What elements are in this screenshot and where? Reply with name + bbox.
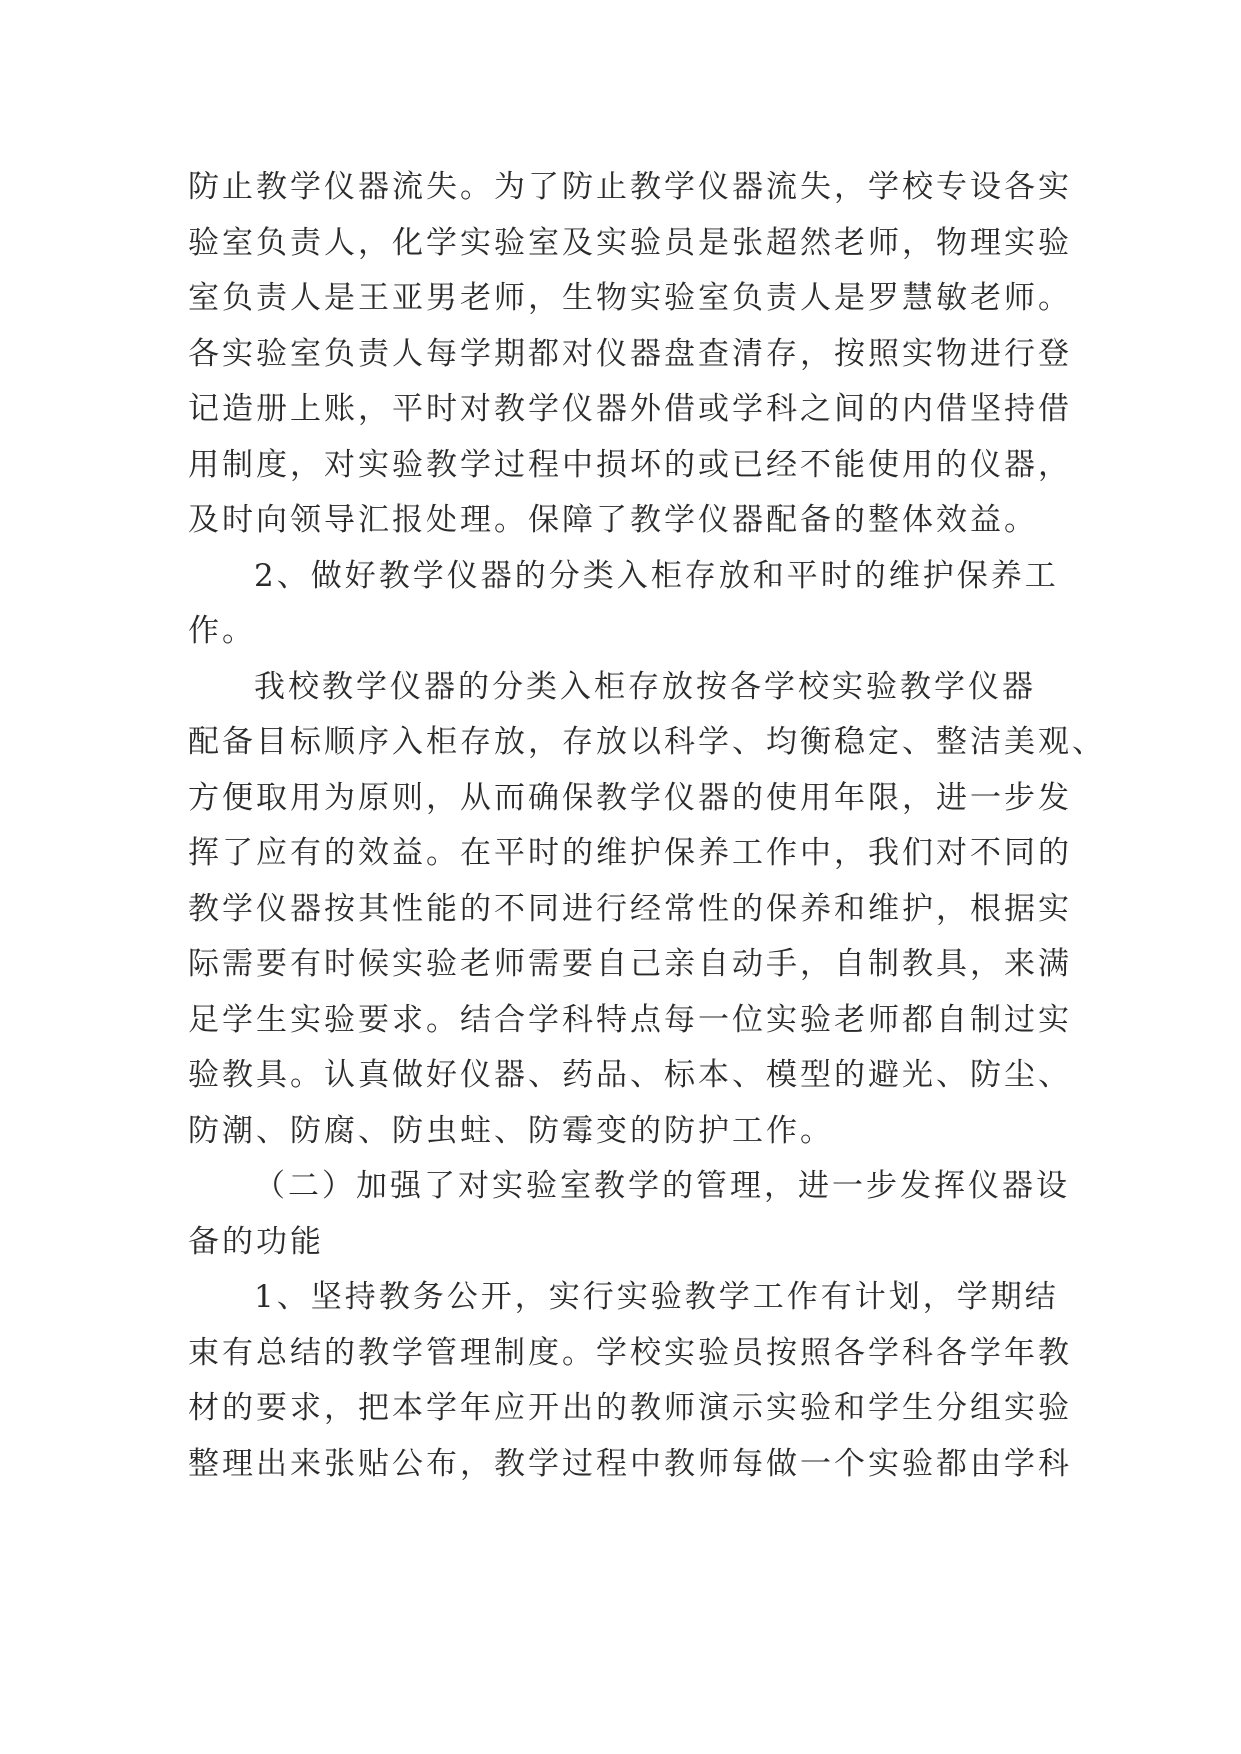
text-line: 整理出来张贴公布，教学过程中教师每做一个实验都由学科 [188,1445,1072,1482]
text-line: 挥了应有的效益。在平时的维护保养工作中，我们对不同的 [188,835,1072,871]
text-line: 方便取用为原则，从而确保教学仪器的使用年限，进一步发 [188,779,1072,816]
text-line: 防潮、防腐、防虫蛀、防霉变的防护工作。 [188,1112,834,1149]
text-line: 材的要求，把本学年应开出的教师演示实验和学生分组实验 [188,1390,1072,1426]
text-line: 室负责人是王亚男老师，生物实验室负责人是罗慧敏老师。 [188,280,1072,316]
text-line: 验教具。认真做好仪器、药品、标本、模型的避光、防尘、 [188,1057,1072,1093]
text-line: 用制度，对实验教学过程中损坏的或已经不能使用的仪器， [188,446,1072,483]
text-line: 2、做好教学仪器的分类入柜存放和平时的维护保养工 [254,557,1059,594]
text-line: 足学生实验要求。结合学科特点每一位实验老师都自制过实 [188,1001,1072,1038]
text-line: （二）加强了对实验室教学的管理，进一步发挥仪器设 [254,1168,1070,1204]
text-line: 我校教学仪器的分类入柜存放按各学校实验教学仪器 [254,668,1036,705]
text-line: 1、坚持教务公开，实行实验教学工作有计划，学期结 [254,1279,1059,1315]
body-text [188,160,1106,1492]
text-line: 记造册上账，平时对教学仪器外借或学科之间的内借坚持借 [188,391,1072,427]
text-line: 防止教学仪器流失。为了防止教学仪器流失，学校专设各实 [188,169,1072,205]
text-line: 束有总结的教学管理制度。学校实验员按照各学科各学年教 [188,1334,1072,1371]
text-line: 各实验室负责人每学期都对仪器盘查清存，按照实物进行登 [188,335,1072,372]
text-line: 备的功能 [188,1223,324,1260]
text-line: 际需要有时候实验老师需要自己亲自动手，自制教具，来满 [188,946,1072,982]
text-line: 作。 [188,613,256,649]
text-line: 及时向领导汇报处理。保障了教学仪器配备的整体效益。 [188,502,1038,538]
text-line: 验室负责人，化学实验室及实验员是张超然老师，物理实验 [188,224,1072,261]
text-line: 配备目标顺序入柜存放，存放以科学、均衡稳定、整洁美观、 [188,724,1106,760]
text-line: 教学仪器按其性能的不同进行经常性的保养和维护，根据实 [188,890,1072,927]
